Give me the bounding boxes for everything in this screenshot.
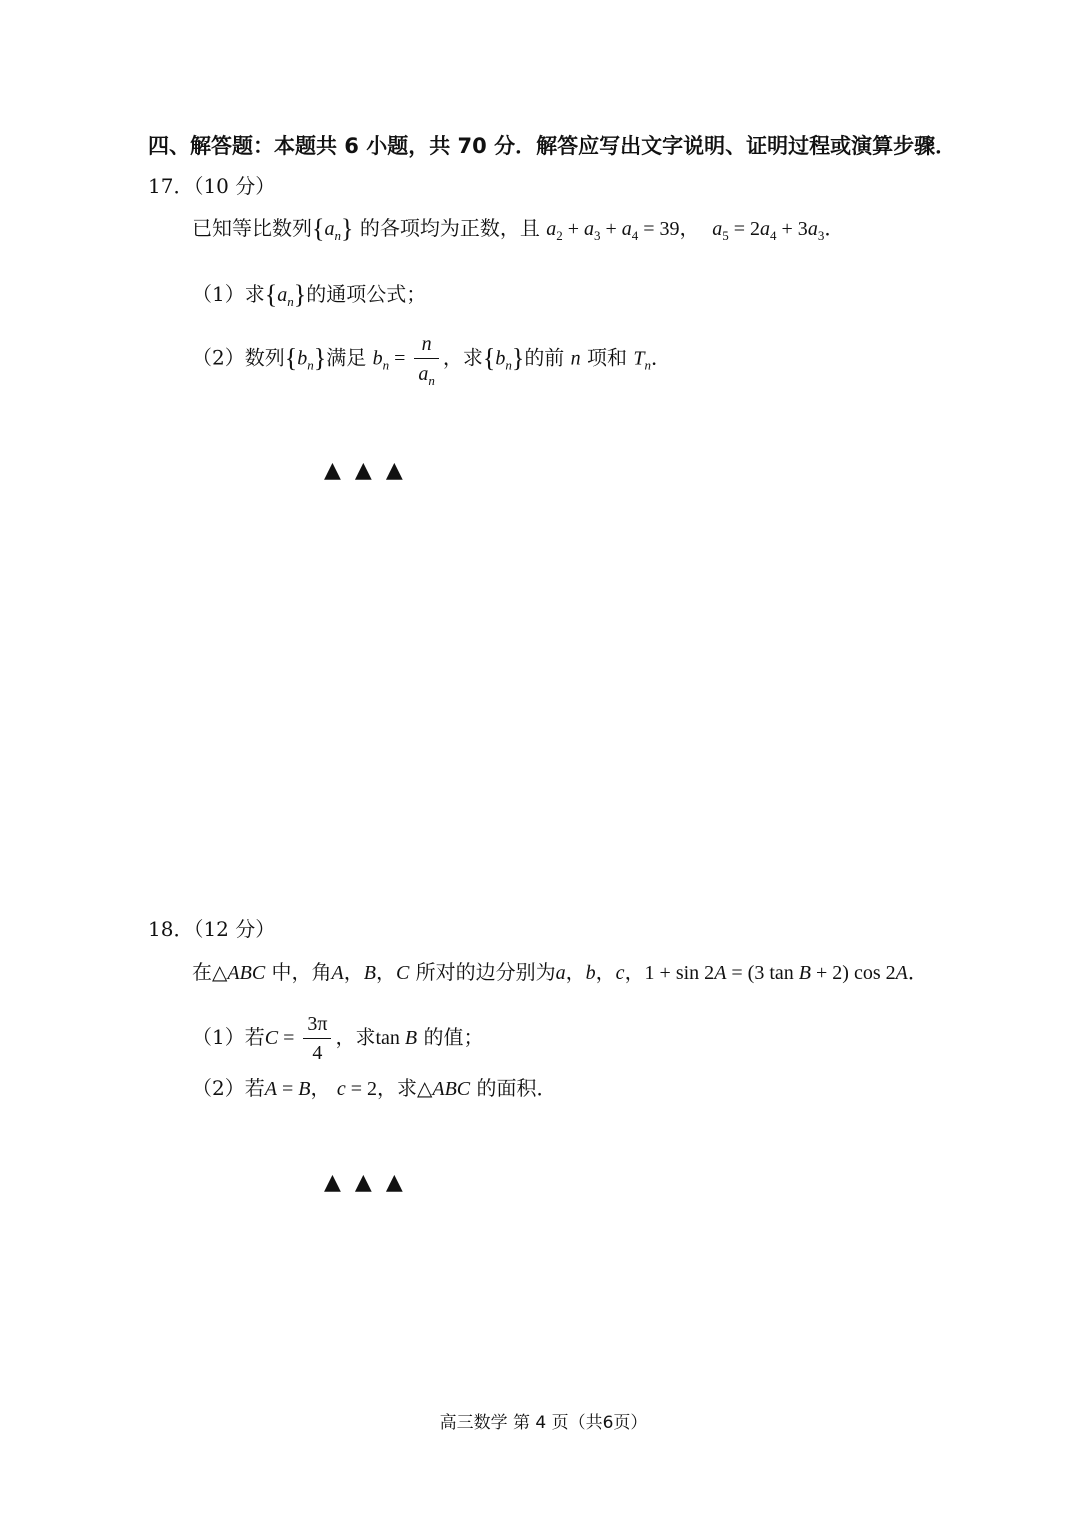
- q17-part1-label: （1）求: [192, 282, 265, 306]
- q18-part1-suffix: 的值；: [423, 1025, 484, 1049]
- q18-part1-mid: ，求: [335, 1025, 376, 1049]
- q18-part1: （1）若C = $\frac{3\pi}{4}$ ，求tan B 的值；: [192, 1013, 484, 1064]
- q18-part2-label: （2）若: [192, 1076, 265, 1100]
- q17-intro-prefix: 已知等比数列: [192, 216, 312, 240]
- q18-frac-num: 3π: [303, 1012, 331, 1039]
- q18-part2: （2）若A = B， c = 2，求△ABC 的面积．: [192, 1076, 557, 1100]
- q18-intro-prefix: 在△: [192, 960, 228, 984]
- q17-part2-suffix2: 项和: [587, 345, 628, 370]
- q18-fraction: [303, 1012, 331, 1065]
- q17-part2-mid2: ，求: [442, 345, 483, 370]
- q17-intro: 已知等比数列$\{a_n\}$ 的各项均为正数，且 $a_2 + a_3 + a_4 = 39$， $a_5 = 2a_4 + 3a_3$．: [192, 214, 845, 243]
- q18-number: 18．（12 分）: [148, 917, 276, 941]
- q18-part1-label: （1）若: [192, 1025, 265, 1049]
- q17-part2-label: （2）数列: [192, 345, 285, 370]
- q17-part2: （2）数列$\{b_n\}$满足 $b_n$ = $\frac{n}{a_n}$ ，求$\{b_n\}$的前 n 项和 $T_n$．: [192, 333, 672, 388]
- q17-answer-marks: ▲▲▲: [324, 458, 417, 483]
- q17-fraction: $\frac{n}{a_n}$: [414, 332, 439, 386]
- q17-sep: ，: [679, 216, 700, 240]
- q18-part2-mid: ，求△: [376, 1076, 433, 1100]
- section-heading: 四、解答题：本题共 6 小题，共 70 分．解答应写出文字说明、证明过程或演算步骤．: [148, 134, 957, 158]
- q17-part2-mid: 满足: [326, 345, 367, 370]
- q18-part2-suffix: 的面积．: [476, 1076, 557, 1100]
- page-footer: 高三数学 第 4 页（共6页）: [439, 1413, 648, 1433]
- q17-intro-mid: 的各项均为正数，且: [359, 216, 540, 240]
- q18-frac-den: 4: [312, 1042, 323, 1064]
- q18-intro-mid2: 所对的边分别为: [415, 960, 556, 984]
- q17-eq1-value: 39: [659, 218, 680, 240]
- q18-intro: 在△ABC 中，角A，B，C 所对的边分别为a，b，c，1 + sin 2A = (3 tan B + 2) cos 2A．: [192, 960, 928, 984]
- q17-part2-suffix: 的前: [524, 345, 565, 370]
- q17-part1: （1）求$\{a_n\}$的通项公式；: [192, 280, 427, 309]
- q17-part1-suffix: 的通项公式；: [306, 282, 427, 306]
- q18-intro-mid: 中，角: [271, 960, 332, 984]
- q17-number: 17．（10 分）: [148, 174, 276, 198]
- q18-answer-marks: ▲▲▲: [324, 1170, 417, 1195]
